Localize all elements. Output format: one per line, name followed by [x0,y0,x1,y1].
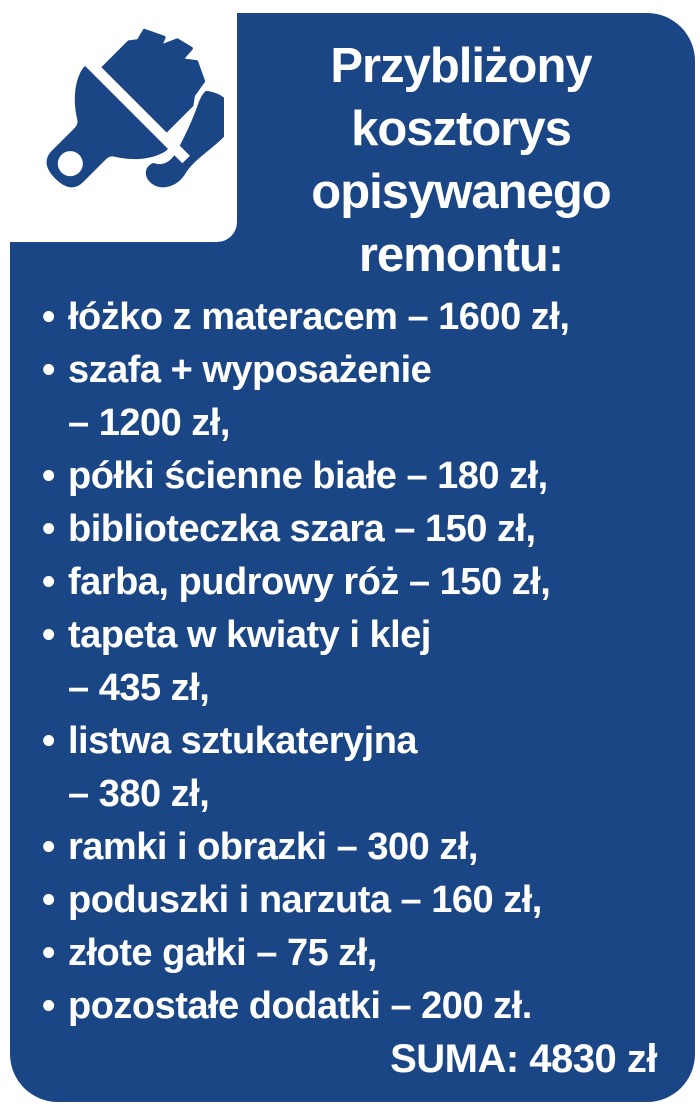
bullet-icon: • [42,561,55,603]
title-line: kosztorys [351,102,571,156]
cost-item-text: tapeta w kwiaty i klej [68,614,431,656]
cost-item-row [42,556,675,609]
cost-item-text: półki ścienne białe – 180 zł, [68,455,548,497]
panel-title [235,35,687,287]
bullet-icon: • [42,296,55,338]
title-line: Przybliżony [330,39,592,93]
cost-item-text: łóżko z materacem – 1600 zł, [68,296,570,338]
cost-item-row [42,344,675,397]
cost-item-text: złote gałki – 75 zł, [68,932,377,974]
bullet-icon [42,662,68,715]
cost-item-text: szafa + wyposażenie [68,349,432,391]
cost-item-text: ramki i obrazki – 300 zł, [68,826,478,868]
cost-item-row [42,662,675,715]
cost-list [42,291,675,1086]
cost-item-row [42,821,675,874]
bullet-icon: • [42,508,55,550]
paintbrush-icon [12,8,224,220]
bullet-icon: • [42,932,55,974]
bullet-icon [42,768,68,821]
bullet-icon: • [42,720,55,762]
cost-item-row [42,927,675,980]
bullet-icon: • [42,826,55,868]
cost-item-row [42,768,675,821]
cost-item-text: poduszki i narzuta – 160 zł, [68,879,542,921]
cost-item-text: – 435 zł, [68,667,210,709]
cost-item-row [42,980,675,1033]
cost-item-text: farba, pudrowy róż – 150 zł, [68,561,551,603]
cost-item-row [42,874,675,927]
cost-item-row [42,450,675,503]
cost-item-row [42,291,675,344]
title-line: remontu: [358,228,564,282]
bullet-icon [42,397,68,450]
bullet-icon: • [42,349,55,391]
brush-badge [0,0,237,242]
cost-item-row [42,715,675,768]
cost-item-text: pozostałe dodatki – 200 zł. [68,985,532,1027]
bullet-icon: • [42,455,55,497]
cost-item-text: – 1200 zł, [68,402,230,444]
cost-item-row [42,609,675,662]
cost-item-text: listwa sztukateryjna [68,720,418,762]
bullet-icon: • [42,614,55,656]
bullet-icon: • [42,879,55,921]
cost-item-text: – 380 zł, [68,773,210,815]
summary-total: SUMA: 4830 zł [390,1037,657,1081]
cost-item-text: biblioteczka szara – 150 zł, [68,508,536,550]
bullet-icon: • [42,985,55,1027]
title-line: opisywanego [311,165,611,219]
cost-item-row [42,397,675,450]
cost-item-row [42,503,675,556]
